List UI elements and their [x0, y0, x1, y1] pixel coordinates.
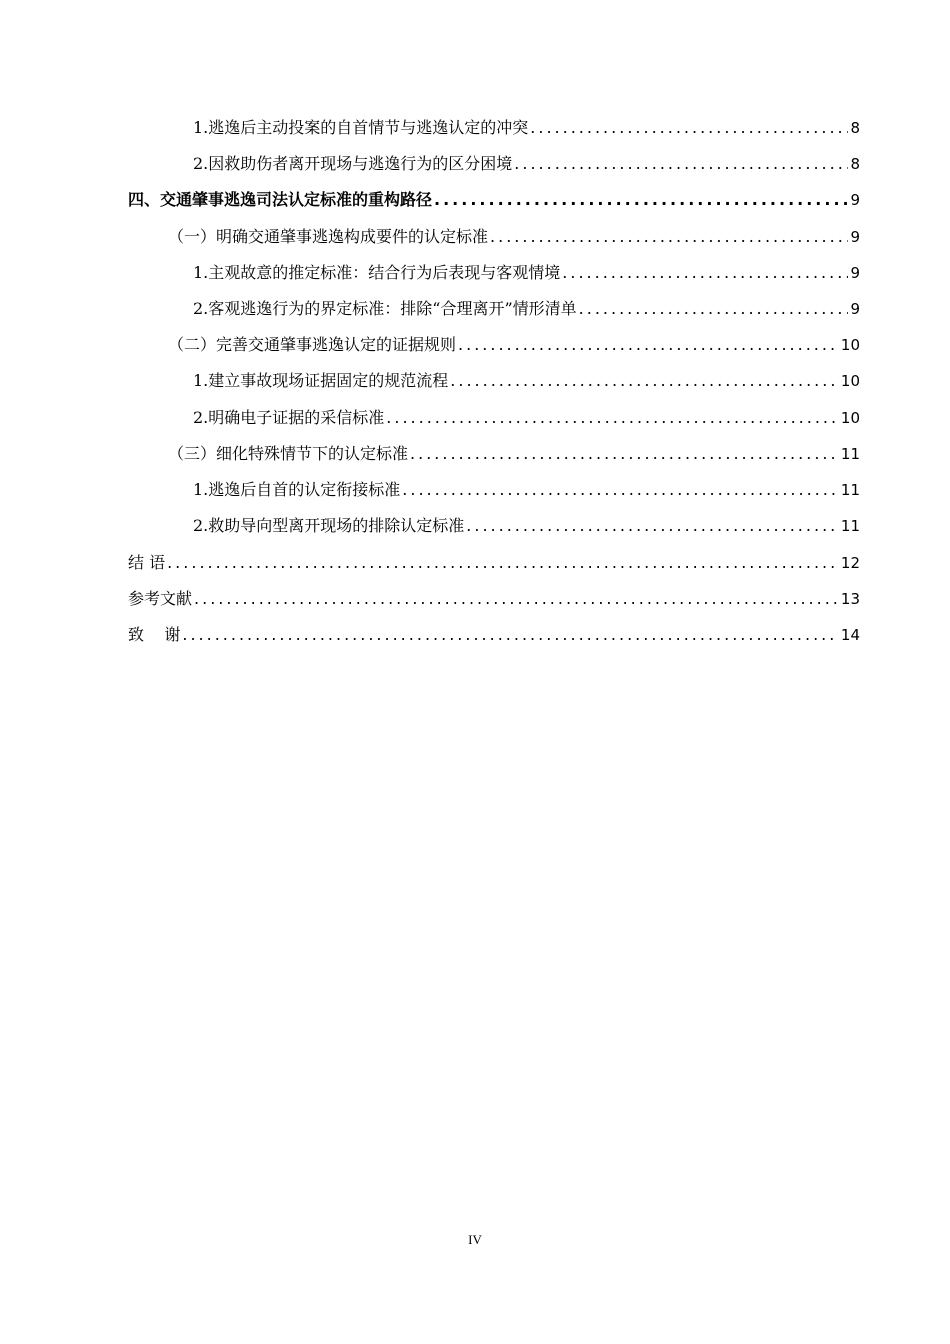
toc-entry-section[interactable] — [168, 333, 860, 357]
toc-entry-page: 8 — [850, 155, 860, 173]
toc-entry[interactable] — [193, 297, 860, 321]
toc-entry-title: 参考文献 — [128, 589, 193, 608]
toc-dot-leader — [386, 406, 839, 430]
toc-entry-section[interactable] — [168, 225, 860, 249]
toc-dot-leader — [450, 369, 839, 393]
toc-entry-title: 致 谢 — [128, 625, 181, 644]
toc-dot-leader — [466, 514, 839, 538]
toc-entry[interactable] — [193, 116, 860, 140]
toc-entry-page: 10 — [840, 409, 860, 427]
toc-entry-conclusion[interactable] — [128, 551, 860, 575]
toc-dot-leader — [458, 333, 839, 357]
toc-entry[interactable] — [193, 514, 860, 538]
toc-dot-leader — [514, 152, 848, 176]
toc-entry-title: 四、交通肇事逃逸司法认定标准的重构路径 — [128, 190, 433, 209]
page-number: IV — [468, 1232, 482, 1247]
toc-entry[interactable] — [193, 152, 860, 176]
toc-entry-title: 2.明确电子证据的采信标准 — [193, 408, 385, 427]
toc-dot-leader — [402, 478, 839, 502]
toc-entry-page: 11 — [840, 481, 860, 499]
toc-entry-title: 1.逃逸后主动投案的自首情节与逃逸认定的冲突 — [193, 118, 529, 137]
toc-entry-title: （一）明确交通肇事逃逸构成要件的认定标准 — [168, 227, 489, 246]
toc-entry-page: 9 — [850, 264, 860, 282]
toc-entry-title: 2.因救助伤者离开现场与逃逸行为的区分困境 — [193, 154, 513, 173]
toc-entry-title: 2.救助导向型离开现场的排除认定标准 — [193, 516, 465, 535]
toc-entry-title: 2.客观逃逸行为的界定标准：排除“合理离开”情形清单 — [193, 299, 577, 318]
toc-dot-leader — [530, 116, 848, 140]
toc-entry-title: 1.建立事故现场证据固定的规范流程 — [193, 371, 449, 390]
toc-entry-page: 10 — [840, 372, 860, 390]
toc-dot-leader — [410, 442, 839, 466]
toc-entry-page: 11 — [840, 517, 860, 535]
toc-entry-page: 9 — [850, 191, 860, 209]
toc-dot-leader — [167, 551, 839, 575]
toc-entry-page: 13 — [840, 590, 860, 608]
toc-dot-leader — [562, 261, 848, 285]
toc-entry-page: 11 — [840, 445, 860, 463]
toc-entry-page: 10 — [840, 336, 860, 354]
toc-entry-title: 结 语 — [128, 553, 166, 572]
toc-entry-chapter[interactable] — [128, 188, 860, 212]
toc-entry-references[interactable] — [128, 587, 860, 611]
toc-entry-title: 1.主观故意的推定标准：结合行为后表现与客观情境 — [193, 263, 561, 282]
toc-dot-leader — [182, 623, 839, 647]
toc-dot-leader — [194, 587, 839, 611]
toc-entry-page: 14 — [840, 626, 860, 644]
toc-dot-leader — [490, 225, 848, 249]
toc-entry[interactable] — [193, 261, 860, 285]
toc-dot-leader — [579, 297, 849, 321]
toc-entry-title: 1.逃逸后自首的认定衔接标准 — [193, 480, 401, 499]
toc-entry-acknowledgements[interactable] — [128, 623, 860, 647]
toc-entry-page: 12 — [840, 554, 860, 572]
toc-entry-page: 9 — [850, 228, 860, 246]
toc-dot-leader — [434, 188, 848, 212]
toc-entry[interactable] — [193, 369, 860, 393]
toc-entry-page: 9 — [850, 300, 860, 318]
toc-entry[interactable] — [193, 478, 860, 502]
toc-entry-title: （三）细化特殊情节下的认定标准 — [168, 444, 409, 463]
toc-entry-section[interactable] — [168, 442, 860, 466]
toc-entry[interactable] — [193, 406, 860, 430]
toc-entry-title: （二）完善交通肇事逃逸认定的证据规则 — [168, 335, 457, 354]
toc-entry-page: 8 — [850, 119, 860, 137]
